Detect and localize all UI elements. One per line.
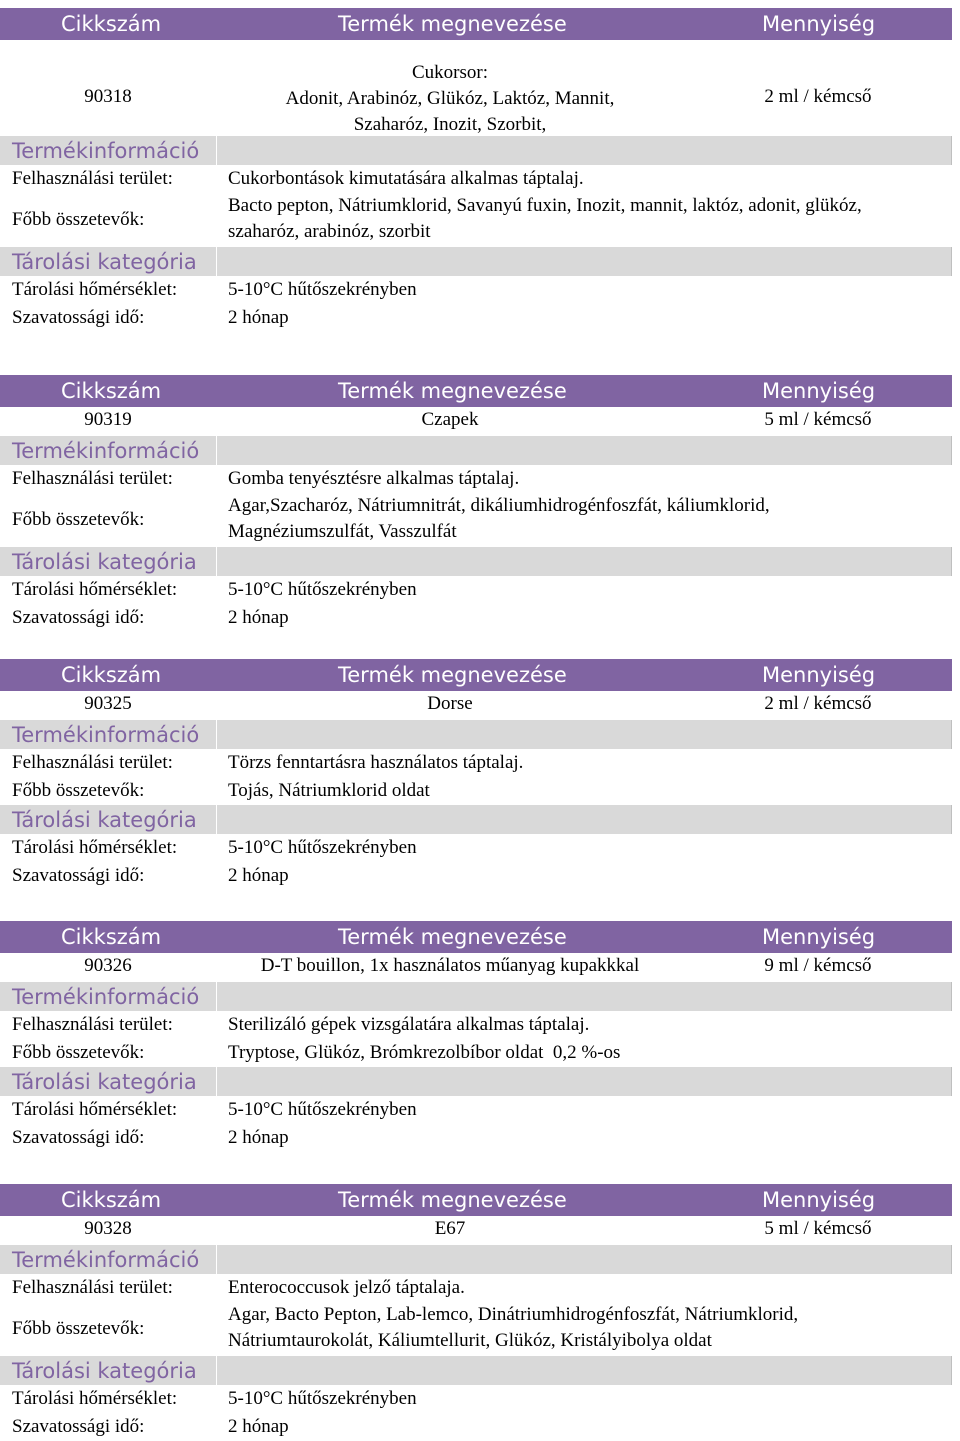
info-band <box>0 1245 952 1274</box>
shelf-life-value: 2 hónap <box>228 865 289 886</box>
shelf-life-row <box>0 1124 952 1152</box>
info-band-label: Termékinformáció <box>12 439 200 463</box>
usage-label: Felhasználási terület: <box>12 168 173 189</box>
ingredients-value <box>228 493 948 545</box>
ingredients-line: Bacto pepton, Nátriumklorid, Savanyú fuxin, Inozit, mannit, laktóz, adonit, glükóz, <box>228 195 862 216</box>
shelf-life-value: 2 hónap <box>228 1127 289 1148</box>
column-header-code: Cikkszám <box>61 12 162 36</box>
storage-temp-value: 5-10°C hűtőszekrényben <box>228 1099 417 1120</box>
table-header <box>0 8 952 40</box>
info-band-label: Termékinformáció <box>12 139 200 163</box>
table-header <box>0 659 952 691</box>
shelf-life-label: Szavatossági idő: <box>12 1127 145 1148</box>
ingredients-label: Főbb összetevők: <box>12 1318 145 1339</box>
usage-row <box>0 165 952 193</box>
column-header-name: Termék megnevezése <box>338 925 567 949</box>
product-name <box>216 60 684 138</box>
column-header-name: Termék megnevezése <box>338 1188 567 1212</box>
product-name: Dorse <box>427 693 473 714</box>
shelf-life-label: Szavatossági idő: <box>12 1416 145 1437</box>
usage-row <box>0 1274 952 1302</box>
product-name: E67 <box>434 1218 466 1239</box>
product-block <box>0 8 952 332</box>
storage-band-label: Tárolási kategória <box>12 1070 197 1094</box>
shelf-life-row <box>0 1413 952 1441</box>
storage-temp-row <box>0 1096 952 1124</box>
storage-temp-value: 5-10°C hűtőszekrényben <box>228 837 417 858</box>
table-header <box>0 375 952 407</box>
product-name-line: Adonit, Arabinóz, Glükóz, Laktóz, Mannit, <box>285 88 615 109</box>
usage-value: Gomba tenyésztésre alkalmas táptalaj. <box>228 468 520 489</box>
usage-label: Felhasználási terület: <box>12 752 173 773</box>
column-header-code: Cikkszám <box>61 1188 162 1212</box>
column-header-name: Termék megnevezése <box>338 663 567 687</box>
usage-value: Törzs fenntartásra használatos táptalaj. <box>228 752 524 773</box>
ingredients-value <box>228 1302 948 1354</box>
product-qty: 5 ml / kémcső <box>764 409 872 430</box>
product-name: D-T bouillon, 1x használatos műanyag kupakkkal <box>260 955 640 976</box>
storage-temp-value: 5-10°C hűtőszekrényben <box>228 579 417 600</box>
product-row <box>0 953 952 982</box>
storage-temp-row <box>0 276 952 304</box>
shelf-life-value: 2 hónap <box>228 607 289 628</box>
ingredients-line: Agar, Bacto Pepton, Lab-lemco, Dinátriumhidrogénfoszfát, Nátriumklorid, <box>228 1304 799 1325</box>
shelf-life-value: 2 hónap <box>228 307 289 328</box>
ingredients-label: Főbb összetevők: <box>12 209 145 230</box>
column-header-code: Cikkszám <box>61 925 162 949</box>
storage-temp-label: Tárolási hőmérséklet: <box>12 279 178 300</box>
product-name: Czapek <box>421 409 479 430</box>
product-name-line: Cukorsor: <box>412 62 488 83</box>
storage-temp-label: Tárolási hőmérséklet: <box>12 1388 178 1409</box>
usage-row <box>0 465 952 493</box>
product-qty: 9 ml / kémcső <box>764 955 872 976</box>
column-header-code: Cikkszám <box>61 379 162 403</box>
storage-band-label: Tárolási kategória <box>12 1359 197 1383</box>
product-block <box>0 921 952 1152</box>
ingredients-row <box>0 1302 952 1356</box>
ingredients-row <box>0 493 952 547</box>
storage-temp-label: Tárolási hőmérséklet: <box>12 1099 178 1120</box>
storage-temp-label: Tárolási hőmérséklet: <box>12 837 178 858</box>
storage-band <box>0 1067 952 1096</box>
product-block <box>0 1184 952 1441</box>
storage-band-label: Tárolási kategória <box>12 550 197 574</box>
product-block <box>0 659 952 890</box>
usage-label: Felhasználási terület: <box>12 1014 173 1035</box>
column-header-qty: Mennyiség <box>762 379 876 403</box>
shelf-life-row <box>0 304 952 332</box>
storage-band <box>0 805 952 834</box>
info-band-label: Termékinformáció <box>12 985 200 1009</box>
table-header <box>0 921 952 953</box>
ingredients-line: Agar,Szacharóz, Nátriumnitrát, dikáliumhidrogénfoszfát, káliumklorid, <box>228 495 770 516</box>
usage-value: Sterilizáló gépek vizsgálatára alkalmas táptalaj. <box>228 1014 590 1035</box>
product-name-line: Szaharóz, Inozit, Szorbit, <box>353 114 547 135</box>
product-row <box>0 691 952 720</box>
ingredients-line: Nátriumtaurokolát, Káliumtellurit, Glükóz, Kristályibolya oldat <box>228 1330 712 1351</box>
storage-band-label: Tárolási kategória <box>12 250 197 274</box>
shelf-life-label: Szavatossági idő: <box>12 307 145 328</box>
usage-row <box>0 1011 952 1039</box>
info-band <box>0 982 952 1011</box>
column-header-qty: Mennyiség <box>762 12 876 36</box>
storage-temp-row <box>0 834 952 862</box>
product-row <box>0 40 952 136</box>
storage-band-label: Tárolási kategória <box>12 808 197 832</box>
column-header-name: Termék megnevezése <box>338 12 567 36</box>
info-band <box>0 720 952 749</box>
ingredients-row <box>0 1039 952 1067</box>
ingredients-line: szaharóz, arabinóz, szorbit <box>228 221 431 242</box>
info-band <box>0 136 952 165</box>
ingredients-label: Főbb összetevők: <box>12 1042 145 1063</box>
storage-temp-label: Tárolási hőmérséklet: <box>12 579 178 600</box>
product-row <box>0 1216 952 1245</box>
ingredients-value <box>228 193 948 245</box>
product-code: 90319 <box>84 409 132 430</box>
product-row <box>0 407 952 436</box>
product-qty: 2 ml / kémcső <box>764 86 872 107</box>
ingredients-row <box>0 193 952 247</box>
product-code: 90318 <box>84 86 132 107</box>
usage-value: Enterococcusok jelző táptalaja. <box>228 1277 465 1298</box>
column-header-qty: Mennyiség <box>762 925 876 949</box>
column-header-name: Termék megnevezése <box>338 379 567 403</box>
ingredients-row <box>0 777 952 805</box>
column-header-qty: Mennyiség <box>762 663 876 687</box>
storage-band <box>0 1356 952 1385</box>
info-band <box>0 436 952 465</box>
ingredients-label: Főbb összetevők: <box>12 509 145 530</box>
product-qty: 2 ml / kémcső <box>764 693 872 714</box>
storage-temp-value: 5-10°C hűtőszekrényben <box>228 279 417 300</box>
info-band-label: Termékinformáció <box>12 1248 200 1272</box>
storage-band <box>0 247 952 276</box>
product-block <box>0 375 952 632</box>
product-code: 90326 <box>84 955 132 976</box>
product-qty: 5 ml / kémcső <box>764 1218 872 1239</box>
usage-row <box>0 749 952 777</box>
column-header-qty: Mennyiség <box>762 1188 876 1212</box>
shelf-life-row <box>0 604 952 632</box>
ingredients-line: Magnéziumszulfát, Vasszulfát <box>228 521 457 542</box>
storage-band <box>0 547 952 576</box>
shelf-life-row <box>0 862 952 890</box>
shelf-life-label: Szavatossági idő: <box>12 865 145 886</box>
shelf-life-label: Szavatossági idő: <box>12 607 145 628</box>
storage-temp-value: 5-10°C hűtőszekrényben <box>228 1388 417 1409</box>
usage-label: Felhasználási terület: <box>12 468 173 489</box>
product-code: 90325 <box>84 693 132 714</box>
ingredients-value: Tojás, Nátriumklorid oldat <box>228 780 430 801</box>
usage-label: Felhasználási terület: <box>12 1277 173 1298</box>
usage-value: Cukorbontások kimutatására alkalmas táptalaj. <box>228 168 584 189</box>
product-code: 90328 <box>84 1218 132 1239</box>
shelf-life-value: 2 hónap <box>228 1416 289 1437</box>
column-header-code: Cikkszám <box>61 663 162 687</box>
ingredients-value: Tryptose, Glükóz, Brómkrezolbíbor oldat 0,2 %-os <box>228 1042 621 1063</box>
info-band-label: Termékinformáció <box>12 723 200 747</box>
table-header <box>0 1184 952 1216</box>
storage-temp-row <box>0 576 952 604</box>
storage-temp-row <box>0 1385 952 1413</box>
ingredients-label: Főbb összetevők: <box>12 780 145 801</box>
